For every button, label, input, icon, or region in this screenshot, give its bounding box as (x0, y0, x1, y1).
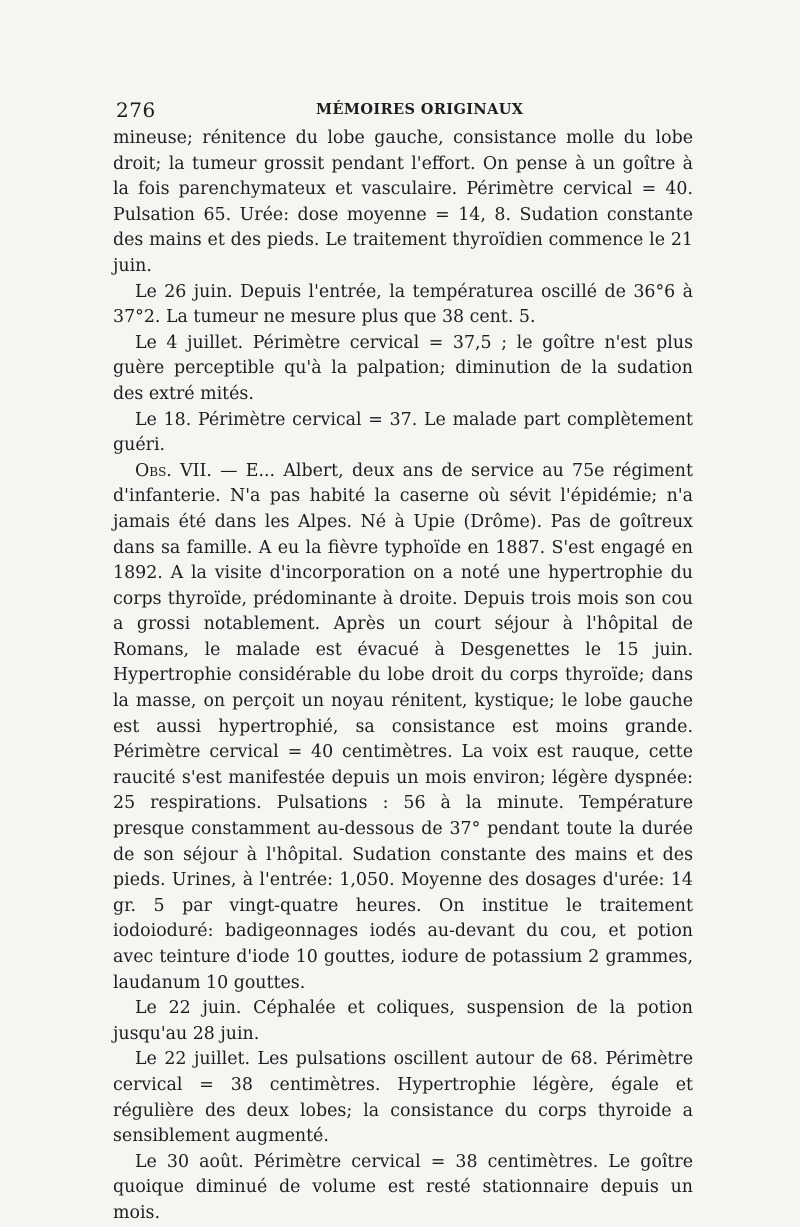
paragraph-8: Le 30 août. Périmètre cervical = 38 centimètres. Le goître quoique diminué de volume est resté stationnaire depuis un mois. (113, 1151, 693, 1223)
paragraph-2: Le 26 juin. Depuis l'entrée, la températurea oscillé de 36°6 à 37°2. La tumeur ne mesure plus que 38 cent. 5. (113, 281, 693, 328)
paragraph-3: Le 4 juillet. Périmètre cervical = 37,5 ; le goître n'est plus guère perceptible qu'à la palpation; diminution de la sudation des extré mités. (113, 332, 693, 404)
observation-text: VII. — E... Albert, deux ans de service au 75e régiment d'infanterie. N'a pas habité la caserne où sévit l'épidémie; n'a jamais été dans les Alpes. Né à Upie (Drôme). Pas de goîtreux dans sa famille. A eu la fièvre typhoïde en 1887. S'est engagé en 1892. A la visite d'incorporation on a noté une hypertrophie du corps thyroïde, prédominante à droite. Depuis trois mois son cou a grossi notablement. Après un court séjour à l'hôpital de Romans, le malade est évacué à Desgenettes le 15 juin. Hypertrophie considérable du lobe droit du corps thyroïde; dans la masse, on perçoit un noyau rénitent, kystique; le lobe gauche est aussi hypertrophié, sa consistance est moins grande. Périmètre cervical = 40 centimètres. La voix est rauque, cette raucité s'est manifestée depuis un mois environ; légère dyspnée: 25 respirations. Pulsations : 56 à la minute. Température presque constamment au-dessous de 37° pendant toute la durée de son séjour à l'hôpital. Sudation constante des mains et des pieds. Urines, à l'entrée: 1,050. Moyenne des dosages d'urée: 14 gr. 5 par vingt-quatre heures. On institue le traitement iodoioduré: badigeonnages iodés au-devant du cou, et potion avec teinture d'iode 10 gouttes, iodure de potassium 2 grammes, laudanum 10 gouttes. (113, 460, 693, 993)
page-header (116, 98, 686, 124)
page-number: 276 (116, 98, 156, 122)
running-title: MÉMOIRES ORIGINAUX (316, 101, 524, 118)
paragraph-1: mineuse; rénitence du lobe gauche, consistance molle du lobe droit; la tumeur grossit pendant l'effort. On pense à un goître à la fois parenchymateux et vasculaire. Périmètre cervical = 40. Pulsation 65. Urée: dose moyenne = 14, 8. Sudation constante des mains et des pieds. Le traitement thyroïdien commence le 21 juin. (113, 128, 693, 276)
paragraph-6: Le 22 juin. Céphalée et coliques, suspension de la potion jusqu'au 28 juin. (113, 998, 693, 1044)
body-text (113, 126, 693, 1227)
observation-paragraph (113, 459, 693, 996)
paragraph-7: Le 22 juillet. Les pulsations oscillent autour de 68. Périmètre cervical = 38 centimètres. Hypertrophie légère, égale et régulière des deux lobes; la consistance du corps thyroide a sensiblement augmenté. (113, 1049, 693, 1147)
observation-label: Obs. (135, 460, 172, 481)
paragraph-4: Le 18. Périmètre cervical = 37. Le malade part complètement guéri. (113, 409, 693, 456)
